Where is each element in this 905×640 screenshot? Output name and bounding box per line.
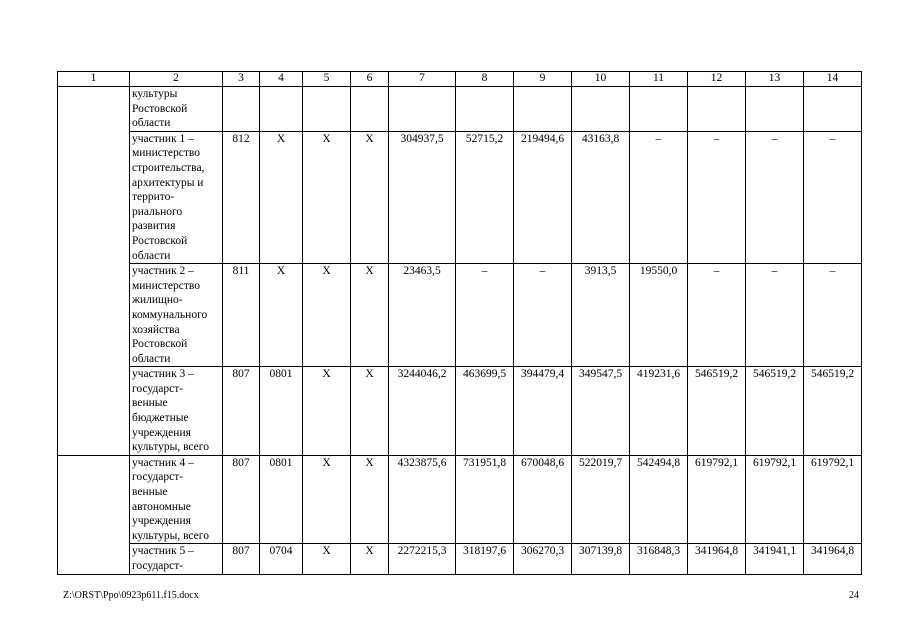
participant-name-line: культуры bbox=[132, 88, 178, 100]
value-cell: 619792,1 bbox=[804, 455, 862, 544]
value-cell: – bbox=[746, 131, 804, 263]
value-cell: Х bbox=[303, 264, 351, 367]
value-cell: 807 bbox=[223, 367, 260, 456]
page-number: 24 bbox=[849, 590, 859, 601]
column-header: 5 bbox=[303, 72, 351, 87]
value-cell: Х bbox=[351, 367, 389, 456]
participant-name-line: строительства, bbox=[132, 161, 205, 174]
value-cell: 731951,8 bbox=[456, 455, 514, 544]
merged-empty-cell bbox=[58, 87, 130, 456]
participant-name-line: Ростовской bbox=[132, 102, 188, 115]
value-cell: Х bbox=[303, 455, 351, 544]
value-cell: 807 bbox=[223, 544, 260, 574]
value-cell: 307139,8 bbox=[572, 544, 630, 574]
value-cell: 318197,6 bbox=[456, 544, 514, 574]
value-cell bbox=[688, 87, 746, 132]
value-cell: 419231,6 bbox=[630, 367, 688, 456]
value-cell: 812 bbox=[223, 131, 260, 263]
column-header: 3 bbox=[223, 72, 260, 87]
participant-name-cell bbox=[130, 367, 223, 456]
value-cell: 4323875,6 bbox=[389, 455, 456, 544]
participant-name-line: коммунального bbox=[132, 308, 208, 321]
participant-name-cell bbox=[130, 131, 223, 263]
participant-name-line: культуры, всего bbox=[132, 529, 209, 542]
participant-name-line: жилищно- bbox=[132, 294, 183, 307]
participant-name-line: участник 4 – bbox=[132, 456, 194, 469]
participant-name-line: государст- bbox=[132, 471, 184, 484]
participant-name-line: учреждения bbox=[132, 426, 191, 439]
value-cell: 546519,2 bbox=[804, 367, 862, 456]
participant-name-line: архитектуры и bbox=[132, 176, 204, 189]
participant-name-line: государст- bbox=[132, 382, 184, 395]
participant-name-line: венные bbox=[132, 397, 168, 410]
participant-name-cell bbox=[130, 87, 223, 132]
value-cell: 0801 bbox=[260, 367, 303, 456]
column-header: 12 bbox=[688, 72, 746, 87]
value-cell bbox=[456, 87, 514, 132]
value-cell bbox=[303, 87, 351, 132]
value-cell: 670048,6 bbox=[514, 455, 572, 544]
budget-table bbox=[57, 71, 862, 575]
value-cell bbox=[514, 87, 572, 132]
participant-name-line: развития bbox=[132, 220, 176, 233]
value-cell: 349547,5 bbox=[572, 367, 630, 456]
participant-name-line: участник 2 – bbox=[132, 265, 194, 278]
value-cell: Х bbox=[303, 367, 351, 456]
participant-name-line: автономные bbox=[132, 500, 191, 513]
value-cell: Х bbox=[260, 131, 303, 263]
column-header: 14 bbox=[804, 72, 862, 87]
value-cell bbox=[223, 87, 260, 132]
value-cell: – bbox=[746, 264, 804, 367]
table-row bbox=[58, 264, 862, 367]
value-cell: – bbox=[514, 264, 572, 367]
value-cell: 43163,8 bbox=[572, 131, 630, 263]
participant-name-line: террито- bbox=[132, 191, 175, 204]
value-cell: 23463,5 bbox=[389, 264, 456, 367]
value-cell: – bbox=[688, 264, 746, 367]
participant-name-line: культуры, всего bbox=[132, 441, 209, 454]
participant-name-cell bbox=[130, 264, 223, 367]
column-header: 11 bbox=[630, 72, 688, 87]
header-row bbox=[58, 72, 862, 87]
value-cell: 316848,3 bbox=[630, 544, 688, 574]
value-cell: 3913,5 bbox=[572, 264, 630, 367]
footer-file-path: Z:\ORST\Ppo\0923p611.f15.docx bbox=[63, 590, 199, 601]
value-cell: – bbox=[804, 264, 862, 367]
value-cell bbox=[260, 87, 303, 132]
value-cell: 304937,5 bbox=[389, 131, 456, 263]
value-cell: 0704 bbox=[260, 544, 303, 574]
value-cell: 807 bbox=[223, 455, 260, 544]
participant-name-line: венные bbox=[132, 486, 168, 499]
participant-name-line: министерство bbox=[132, 279, 200, 292]
participant-name-line: области bbox=[132, 352, 171, 365]
value-cell: 619792,1 bbox=[746, 455, 804, 544]
participant-name-line: Ростовской bbox=[132, 338, 188, 351]
merged-empty-cell bbox=[58, 455, 130, 574]
column-header: 8 bbox=[456, 72, 514, 87]
value-cell: Х bbox=[260, 264, 303, 367]
value-cell: Х bbox=[303, 544, 351, 574]
value-cell bbox=[804, 87, 862, 132]
value-cell: – bbox=[804, 131, 862, 263]
value-cell: 0801 bbox=[260, 455, 303, 544]
participant-name-line: риального bbox=[132, 205, 183, 218]
table-row bbox=[58, 544, 862, 574]
participant-name-line: участник 3 – bbox=[132, 368, 194, 381]
table-row bbox=[58, 131, 862, 263]
column-header: 9 bbox=[514, 72, 572, 87]
participant-name-cell bbox=[130, 455, 223, 544]
participant-name-cell bbox=[130, 544, 223, 574]
value-cell: 546519,2 bbox=[746, 367, 804, 456]
value-cell bbox=[572, 87, 630, 132]
value-cell bbox=[630, 87, 688, 132]
value-cell bbox=[351, 87, 389, 132]
participant-name-line: министерство bbox=[132, 147, 200, 160]
value-cell: Х bbox=[351, 264, 389, 367]
table-body bbox=[58, 87, 862, 575]
value-cell: Х bbox=[351, 544, 389, 574]
column-header: 4 bbox=[260, 72, 303, 87]
column-header: 10 bbox=[572, 72, 630, 87]
participant-name-line: области bbox=[132, 117, 171, 130]
table-row bbox=[58, 367, 862, 456]
value-cell: 52715,2 bbox=[456, 131, 514, 263]
participant-name-line: хозяйства bbox=[132, 323, 180, 336]
participant-name-line: государст- bbox=[132, 560, 184, 572]
value-cell: 2272215,3 bbox=[389, 544, 456, 574]
value-cell: 394479,4 bbox=[514, 367, 572, 456]
value-cell: 341941,1 bbox=[746, 544, 804, 574]
value-cell: 19550,0 bbox=[630, 264, 688, 367]
participant-name-line: участник 5 – bbox=[132, 545, 194, 558]
value-cell: Х bbox=[351, 455, 389, 544]
value-cell: – bbox=[456, 264, 514, 367]
value-cell: 3244046,2 bbox=[389, 367, 456, 456]
value-cell: 463699,5 bbox=[456, 367, 514, 456]
column-header: 2 bbox=[130, 72, 223, 87]
value-cell: 546519,2 bbox=[688, 367, 746, 456]
column-header: 13 bbox=[746, 72, 804, 87]
value-cell: 522019,7 bbox=[572, 455, 630, 544]
table-row bbox=[58, 455, 862, 544]
value-cell bbox=[389, 87, 456, 132]
participant-name-line: области bbox=[132, 249, 171, 262]
column-header: 1 bbox=[58, 72, 130, 87]
value-cell: 341964,8 bbox=[804, 544, 862, 574]
value-cell: 619792,1 bbox=[688, 455, 746, 544]
column-header: 7 bbox=[389, 72, 456, 87]
participant-name-line: Ростовской bbox=[132, 234, 188, 247]
table-row bbox=[58, 87, 862, 132]
value-cell: 219494,6 bbox=[514, 131, 572, 263]
participant-name-line: участник 1 – bbox=[132, 132, 194, 145]
value-cell bbox=[746, 87, 804, 132]
value-cell: 341964,8 bbox=[688, 544, 746, 574]
column-header: 6 bbox=[351, 72, 389, 87]
value-cell: 542494,8 bbox=[630, 455, 688, 544]
value-cell: – bbox=[630, 131, 688, 263]
participant-name-line: бюджетные bbox=[132, 412, 189, 425]
participant-name-line: учреждения bbox=[132, 515, 191, 528]
value-cell: Х bbox=[351, 131, 389, 263]
value-cell: 811 bbox=[223, 264, 260, 367]
value-cell: – bbox=[688, 131, 746, 263]
value-cell: 306270,3 bbox=[514, 544, 572, 574]
value-cell: Х bbox=[303, 131, 351, 263]
